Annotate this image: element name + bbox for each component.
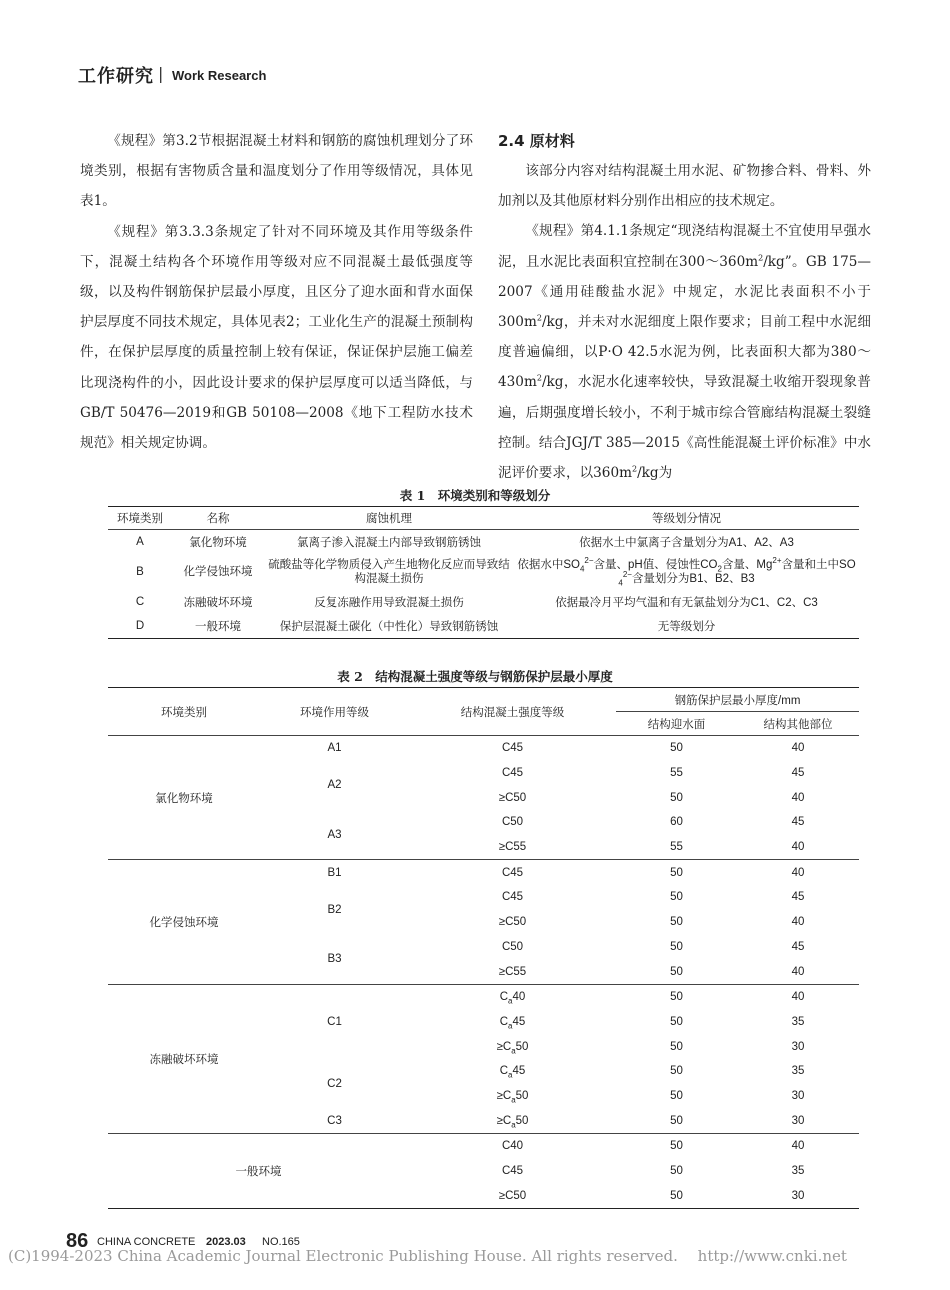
table-row: 冻融破坏环境 C1 $C_a40$ 50 40 [108,984,859,1009]
table-header-row [108,688,859,712]
magazine-name: CHINA CONCRETE [97,1236,196,1248]
table-header-row [108,507,859,530]
column-header: 等级划分情况 [514,507,859,530]
table2-caption: 表 2 结构混凝土强度等级与钢筋保护层最小厚度 [337,669,613,684]
table1-caption: 表 1 环境类别和等级划分 [399,488,551,503]
table-row: A 氯化物环境 氯离子渗入混凝土内部导致钢筋锈蚀 依据水土中氯离子含量划分为A1、A2、A3 [136,536,794,549]
table-row: 化学侵蚀环境 B1 C45 50 40 [108,860,859,885]
column-header: 钢筋保护层最小厚度/mm [616,688,859,712]
table-row: ≥C55 55 40 [498,841,805,854]
paragraph: 《规程》第4.1.1条规定“现浇结构混凝土不宜使用早强水泥，且水泥比表面积宜控制在$300\sim 360m^2/kg$”。GB 175—2007《通用硅酸盐水泥》中规定，水泥比表面积不小于$300m^2/kg$，并未对水泥细度上限作要求；目前工程中水泥细度普遍偏细，以P·O 42.5水泥为例，比表面积大都为$380\sim 430m^2/kg$，水泥水化速率较快，导致混凝土收缩开裂现象普遍，后期强度增长较小，不利于城市综合管廊结构混凝土裂缝控制。结合JGJ/T 385—2015《高性能混凝土评价标准》中水泥评价要求，以$360m^2/kg$为 [498,223,871,482]
column-header: 环境类别 [108,507,172,530]
issue-date: 2023.03 [206,1236,246,1248]
table-row: 一般环境 C40 50 40 [108,1134,859,1159]
section-title: 工作研究 [78,66,154,87]
column-header: 结构其他部位 [737,712,859,736]
table-row: ≥C55 50 40 [498,965,805,978]
column-header: 腐蚀机理 [264,507,514,530]
column-header: 环境作用等级 [300,706,369,719]
table-row: B 化学侵蚀环境 硫酸盐等化学物质侵入产生地物化反应而导致结构混凝土损伤 依据水中$SO_4^{2-}$含量、pH值、侵蚀性$CO_2$含量、$Mg^{2+}$含量和土中SO $_4^{2-}$含量划分为B1、B2、B3 [136,556,856,588]
table-row: $C_a45$ 50 35 [499,1015,805,1031]
section-heading: 2.4 原材料 [498,132,575,150]
table-row: B3 C50 50 45 [327,940,805,966]
table-row: ≥C50 50 40 [498,916,805,929]
page-number: 86 [66,1230,89,1252]
table-row: C 冻融破坏环境 反复冻融作用导致混凝土损伤 依据最冷月平均气温和有无氯盐划分为C1、C2、C3 [135,596,818,609]
table-row: $\ge C_a50$ 50 30 [496,1040,805,1055]
issue-number: NO.165 [262,1236,300,1248]
table-row: C45 50 35 [501,1165,805,1178]
left-column [80,126,473,458]
table1 [108,506,859,639]
column-header: 环境类别 [161,706,207,719]
paragraph: 《规程》第3.2节根据混凝土材料和钢筋的腐蚀机理划分了环境类别，根据有害物质含量和温度划分了作用等级情况，具体见表1。 [80,133,473,210]
right-column [498,126,871,488]
column-header: 名称 [172,507,264,530]
table-row: $\ge C_a50$ 50 30 [496,1089,805,1105]
table-row: D 一般环境 保护层混凝土碳化（中性化）导致钢筋锈蚀 无等级划分 [135,620,716,633]
copyright-watermark: (C)1994-2023 China Academic Journal Electronic Publishing House. All rights reserved. http://www.cnki.net [8,1247,847,1265]
table-row: 氯化物环境 A1 C45 50 40 [108,736,859,761]
table-row: B2 C45 50 45 [327,891,805,916]
table-row: A2 C45 55 45 [327,767,805,792]
table2 [108,687,859,1209]
column-header: 结构混凝土强度等级 [460,706,565,719]
table-row: C3 $\ge C_a50$ 50 30 [327,1114,805,1129]
table-row: A3 C50 60 45 [327,816,805,841]
paragraph: 《规程》第3.3.3条规定了针对不同环境及其作用等级条件下，混凝土结构各个环境作用等级对应不同混凝土最低强度等级，以及构件钢筋保护层最小厚度，且区分了迎水面和背水面保护层厚度不同技术规定，具体见表2；工业化生产的混凝土预制构件，在保护层厚度的质量控制上较有保证，保证保护层施工偏差比现浇构件的小，因此设计要求的保护层厚度可以适当降低，与GB/T 50476—2019和GB 50108—2008《地下工程防水技术规范》相关规定协调。 [80,223,473,452]
section-subtitle: Work Research [172,68,267,83]
table-row: ≥C50 50 40 [498,791,805,804]
table-row: C2 $C_a45$ 50 35 [327,1065,805,1090]
column-header: 结构迎水面 [616,712,737,736]
table-row: ≥C50 50 30 [498,1189,805,1202]
paragraph: 该部分内容对结构混凝土用水泥、矿物掺合料、骨料、外加剂以及其他原材料分别作出相应的技术规定。 [498,163,871,210]
header-separator: | [158,64,164,83]
